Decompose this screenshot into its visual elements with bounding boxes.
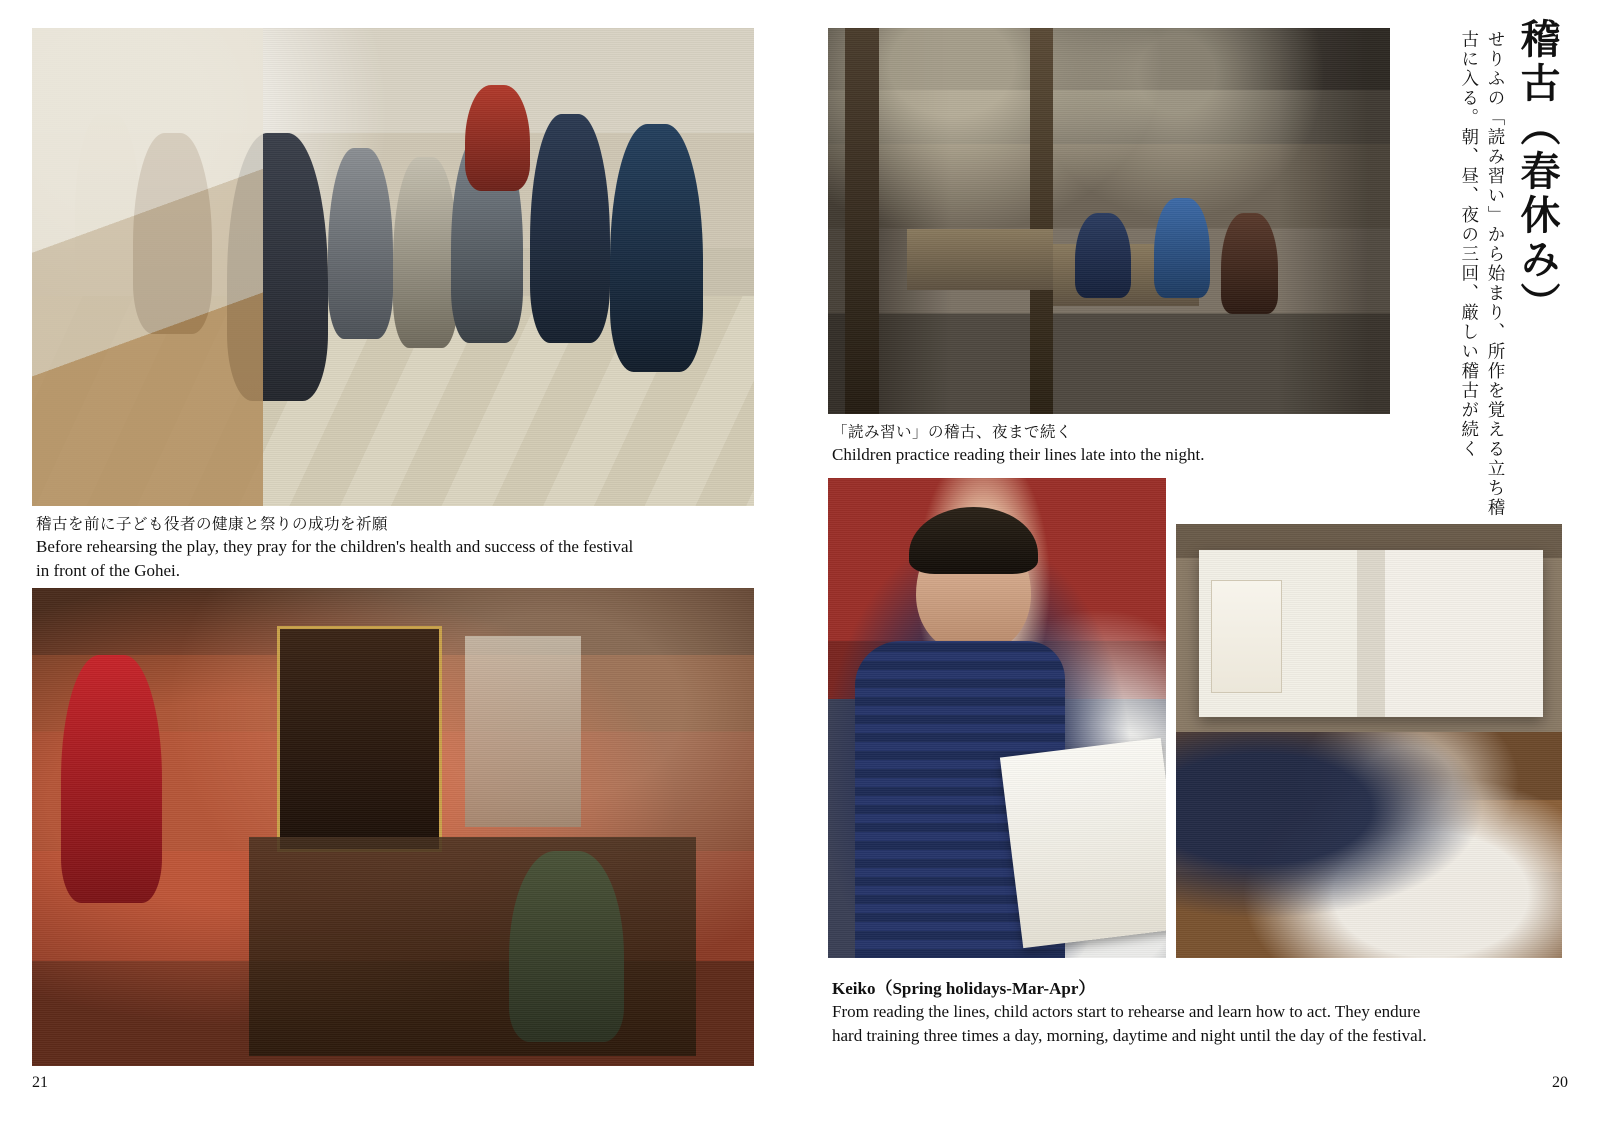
photo-open-script-booklet (1176, 524, 1562, 738)
caption-keiko (832, 978, 1562, 1047)
caption-prayer-jp: 稽古を前に子ども役者の健康と祭りの成功を祈願 (36, 515, 389, 533)
caption-reading-en-line1: Children practice reading their lines late into the night. (832, 445, 1205, 465)
photo-prayer-gohei (32, 28, 754, 506)
caption-keiko-heading: Keiko（Spring holidays-Mar-Apr） (832, 979, 1096, 998)
caption-keiko-en-line1: From reading the lines, child actors start to rehearse and learn how to act. They endure (832, 1002, 1421, 1022)
photo-night-reading-practice (828, 28, 1390, 414)
vertical-title-body-block (1456, 30, 1509, 530)
caption-prayer-en-line1: Before rehearsing the play, they pray for the children's health and success of the festival (36, 537, 634, 557)
caption-prayer (36, 514, 796, 582)
photo-boy-reading-script-image (828, 478, 1166, 958)
caption-prayer-en-line2: in front of the Gohei. (36, 560, 180, 580)
caption-reading-jp: 「読み習い」の稽古、夜まで続く (832, 423, 1073, 441)
photo-shrine-hall-prayer (32, 588, 754, 1066)
caption-reading (832, 422, 1392, 467)
photo-shrine-hall-prayer-image (32, 588, 754, 1066)
photo-prayer-gohei-image (32, 28, 754, 506)
photo-boy-reading-script (828, 478, 1166, 958)
caption-keiko-en-line2: hard training three times a day, morning, daytime and night until the day of the festival. (832, 1025, 1427, 1045)
photo-boy-writing (1176, 732, 1562, 958)
folio-left: 21 (32, 1074, 48, 1091)
vertical-title-heading: 稽古（春休み） (1514, 18, 1560, 326)
photo-night-reading-practice-image (828, 28, 1390, 414)
photo-boy-writing-image (1176, 732, 1562, 958)
vertical-title-body: せりふの「読み習い」から始まり、所作を覚える立ち稽古に入る。朝、昼、夜の三回、厳しい稽古が続く (1458, 30, 1505, 518)
folio-right: 20 (1552, 1074, 1568, 1091)
vertical-title-block (1509, 18, 1566, 518)
photo-open-script-booklet-image (1176, 524, 1562, 738)
